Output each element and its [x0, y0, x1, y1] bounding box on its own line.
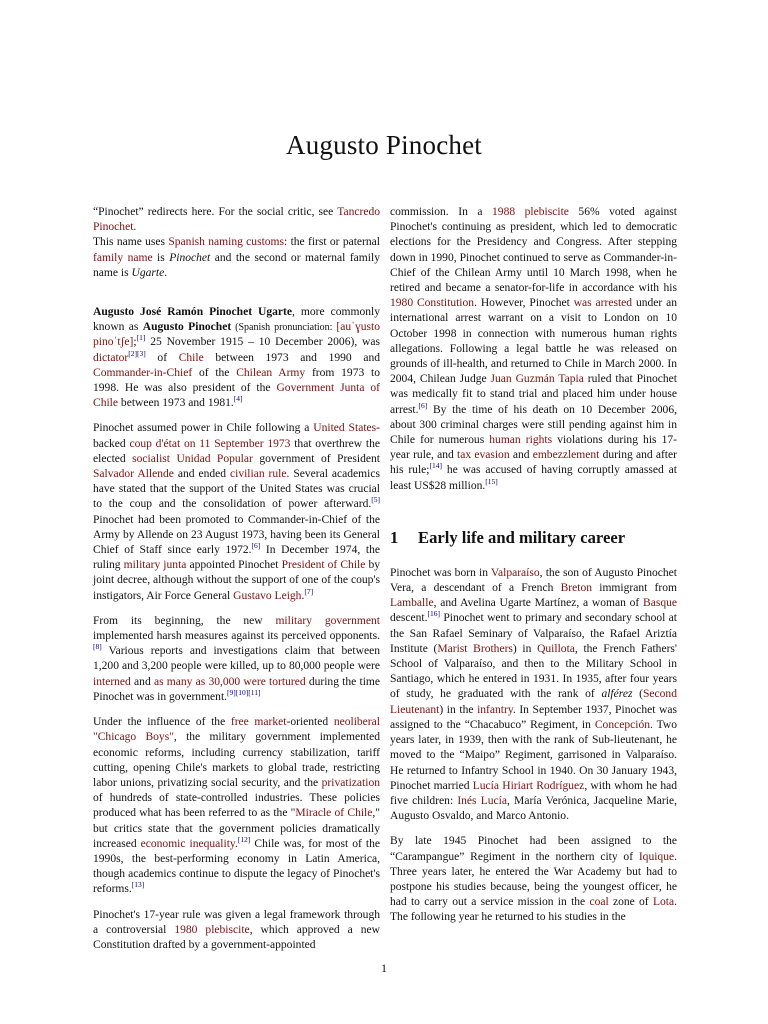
text: he was accused of having corruptly amassed at least US$28 million.: [390, 464, 677, 492]
text: between 1973 and 1981.: [118, 397, 234, 410]
link-chile[interactable]: Chile: [178, 351, 204, 364]
text: is: [152, 251, 170, 264]
lead-paragraph: [93, 305, 380, 411]
text: By late 1945 Pinochet had been assigned to the “Carampangue” Regiment in the northern city of: [390, 835, 677, 863]
text: “Pinochet” redirects here. For the social critic, see: [93, 206, 338, 218]
link-breton[interactable]: Breton: [560, 582, 593, 595]
text: , María Verónica, Jacqueline Marie, Augusto Osvaldo, and Marco Antonio.: [390, 794, 677, 823]
reference-link[interactable]: [8]: [93, 642, 102, 652]
text: ," but critics state that the government policies dramatically increased: [93, 807, 380, 850]
text: 25 November 1915 – 10 December 2006), was: [145, 336, 380, 349]
text: ) in the: [439, 703, 478, 716]
link-neoliberal[interactable]: neoliberal: [333, 716, 380, 729]
text: implemented harsh measures against its perceived opponents.: [93, 630, 380, 643]
text: and the second or maternal family name is: [93, 251, 380, 279]
text: , the French Fathers' School of Valparaíso, and then to the Military School in Santiago, which he entered in 1931. In 1935, after four years of study, he graduated with the rank of: [390, 642, 677, 701]
link-juan-guzman-tapia[interactable]: Juan Guzmán Tapia: [490, 373, 584, 386]
text: , which approved a new Constitution drafted by a government-appointed: [93, 923, 381, 951]
link-tortured[interactable]: as many as 30,000 were tortured: [153, 675, 306, 688]
text: , and Avelina Ugarte Martínez, a woman of: [433, 597, 643, 610]
paragraph: [93, 421, 380, 603]
bold-name: Augusto José Ramón Pinochet Ugarte: [93, 306, 293, 319]
text: .: [234, 837, 238, 850]
text: commission. In a: [390, 206, 493, 218]
text: violations during his 17-year rule, and: [390, 434, 678, 462]
page-title: Augusto Pinochet: [286, 130, 482, 161]
text: : the first or paternal: [284, 236, 381, 249]
link-coal[interactable]: coal: [589, 896, 609, 909]
emphasis: Ugarte: [131, 266, 165, 279]
link-human-rights[interactable]: human rights: [489, 434, 553, 447]
text: (Spanish pronunciation:: [231, 322, 337, 334]
reference-link[interactable]: [4]: [233, 394, 243, 404]
text: . In September 1937, Pinochet was assigned to the “Chacabuco” Regiment, in: [390, 703, 678, 731]
text: from 1973 to 1998. He was also president of the: [93, 366, 380, 395]
text: descent.: [390, 612, 428, 625]
text: under an international arrest warrant on a visit to London on 10 October 1998 in connection with numerous human rights allegations. Following a legal battle he was released on grounds of ill-health, and returned to Chile in March 2000. In 2004, Chilean Judge: [390, 297, 677, 386]
text: ) in: [512, 642, 538, 655]
text: From its beginning, the new: [93, 614, 276, 627]
right-column: [390, 205, 677, 936]
text: government of President: [252, 452, 380, 465]
link-infantry[interactable]: infantry: [477, 703, 513, 716]
reference-link[interactable]: [7]: [304, 586, 314, 596]
reference-link[interactable]: [6]: [251, 541, 261, 551]
text: In December 1974, the ruling: [93, 544, 380, 572]
link-lota[interactable]: Lota: [652, 896, 675, 909]
text: .: [133, 221, 137, 234]
link-iquique[interactable]: Iquique: [638, 850, 675, 863]
link-embezzlement[interactable]: embezzlement: [532, 449, 600, 462]
link-1980-plebiscite[interactable]: 1980 plebiscite: [174, 923, 250, 936]
reference-link[interactable]: [6]: [418, 400, 428, 410]
text: Under the influence of the: [93, 716, 231, 729]
paragraph: [93, 908, 380, 954]
text: . The following year he returned to his studies in the: [390, 896, 677, 924]
section-number: 1: [390, 527, 399, 547]
link-lucia-hiriart[interactable]: Lucía Hiriart Rodríguez: [472, 779, 585, 792]
link-valparaiso[interactable]: Valparaíso: [490, 566, 540, 579]
text: Pinochet assumed power in Chile following a: [93, 422, 314, 435]
text: . However, Pinochet: [474, 297, 574, 310]
reference-link[interactable]: [13]: [131, 880, 145, 890]
link-ines-lucia[interactable]: Inés Lucía: [457, 794, 507, 807]
emphasis: alférez: [601, 688, 633, 701]
bold-name: Augusto Pinochet: [142, 321, 232, 334]
text: By the time of his death on 10 December 2006, about 300 criminal charges were still pending against him in Chile for numerous: [390, 403, 677, 447]
link-privatization[interactable]: privatization: [321, 776, 380, 789]
text: appointed Pinochet: [186, 559, 282, 572]
paragraph: [390, 205, 677, 494]
reference-link[interactable]: [15]: [485, 476, 498, 486]
text: zone of: [608, 896, 653, 909]
link-basque[interactable]: Basque: [643, 597, 677, 610]
link-interned[interactable]: interned: [93, 675, 131, 688]
link-united-states[interactable]: United States: [313, 422, 377, 435]
link-spanish-naming-customs[interactable]: Spanish naming customs: [168, 236, 285, 249]
emphasis: Pinochet: [169, 251, 211, 264]
link-gustavo-leigh[interactable]: Gustavo Leigh: [233, 589, 302, 602]
text: of the: [192, 366, 237, 379]
text: . Two years later, in 1939, then with the rank of Sub-lieutenant, he moved to the “Maipo” Regiment, garrisoned in Valparaíso. He returned to Infantry School in 1940. On 30 January 1943, Pinochet married: [390, 718, 677, 792]
link-chicago-boys[interactable]: "Chicago Boys": [93, 731, 174, 744]
text: This name uses: [93, 236, 169, 249]
text: and: [130, 675, 154, 688]
link-tancredo-pinochet[interactable]: Tancredo Pinochet: [93, 206, 380, 234]
text: between 1973 and 1990 and: [203, 351, 380, 364]
text: during the time Pinochet was in government.: [93, 675, 381, 703]
link-coup[interactable]: coup d'état on 11 September 1973: [129, 437, 291, 450]
link-marist-brothers[interactable]: Marist Brothers: [437, 642, 513, 655]
link-unidad-popular[interactable]: Unidad Popular: [176, 452, 253, 465]
link-chilean-army[interactable]: Chilean Army: [236, 366, 306, 379]
text: . Several academics have stated that the support of the United States was crucial to the coup and the consolidation of power afterward.: [93, 468, 380, 511]
reference-link[interactable]: [14]: [429, 461, 442, 471]
link-concepcion[interactable]: Concepción: [594, 718, 650, 731]
reference-link[interactable]: [12]: [237, 834, 251, 844]
link-lamballe[interactable]: Lamballe: [390, 597, 434, 610]
link-quillota[interactable]: Quillota: [537, 642, 575, 655]
hatnote-naming: [93, 235, 380, 281]
reference-link[interactable]: [5]: [371, 495, 380, 505]
reference-link[interactable]: [16]: [427, 609, 441, 619]
text: , the military government implemented economic reforms, including currency stabilization, tariff cutting, opening Chile's markets to global trade, restricting labor unions, privatizing social security, and the: [93, 731, 380, 789]
text: of hundreds of state-controlled industries. These policies produced what has been referred to as the ": [93, 792, 380, 820]
reference-link[interactable]: [2][3]: [128, 348, 146, 358]
text: .: [164, 266, 168, 279]
text: , with whom he had five children:: [390, 779, 677, 807]
text: , more commonly known as: [93, 306, 380, 334]
link-second-lieutenant[interactable]: Second Lieutenant: [390, 688, 677, 716]
text: during and after his rule;: [390, 449, 677, 477]
section-title: Early life and military career: [418, 527, 626, 547]
text: .: [301, 589, 305, 602]
text: Pinochet had been promoted to Commander-in-Chief of the Army by Allende on 23 August 1973, having been its General Chief of Staff since early 1972.: [93, 513, 380, 557]
text: that overthrew the elected: [93, 437, 380, 465]
text: , the son of Augusto Pinochet Vera, a descendant of a French: [390, 566, 677, 595]
link-tax-evasion[interactable]: tax evasion: [457, 449, 510, 462]
page-number: 1: [381, 961, 387, 975]
paragraph: [93, 614, 380, 705]
link-1988-plebiscite[interactable]: 1988 plebiscite: [492, 206, 569, 218]
text: Various reports and investigations claim that between 1,200 and 3,200 people were killed, up to 80,000 people were: [93, 645, 380, 673]
text: and: [509, 449, 533, 462]
text: of: [145, 351, 179, 364]
text: -oriented: [286, 716, 334, 729]
text: 56% voted against Pinochet's continuing as president, which led to democratic elections for the Presidency and Congress. After stepping down in 1990, Pinochet continued to serve as Commander-in-Chief of the Chilean Army until 10 March 1998, when he retired and became a senator-for-life in accordance with his: [390, 206, 678, 295]
link-family-name[interactable]: family name: [93, 251, 153, 264]
text: Pinochet was born in: [390, 566, 491, 579]
text: . Three years later, he entered the War Academy but had to postpone his studies because, being the youngest officer, he had to carry out a service mission in the: [390, 850, 677, 909]
text: and ended: [173, 468, 230, 481]
text: Pinochet's 17-year rule was given a legal framework through a controversial: [93, 908, 380, 936]
reference-link[interactable]: [9][10][11]: [227, 688, 261, 698]
link-1980-constitution[interactable]: 1980 Constitution: [390, 297, 475, 310]
paragraph: [390, 566, 677, 824]
text: immigrant from: [592, 582, 677, 595]
text: -backed: [93, 422, 381, 450]
link-socialist[interactable]: socialist: [132, 452, 170, 465]
text: ;: [133, 336, 137, 349]
link-free-market[interactable]: free market: [230, 716, 287, 729]
link-salvador-allende[interactable]: Salvador Allende: [93, 468, 174, 481]
link-civilian-rule[interactable]: civilian rule: [229, 468, 287, 481]
paragraph: [390, 834, 677, 925]
left-column: [93, 205, 380, 963]
text: by joint decree, although without the support of one of the coup's instigators, Air Force General: [93, 559, 381, 602]
link-dictator[interactable]: dictator: [93, 351, 129, 364]
link-government-junta[interactable]: Government Junta of Chile: [93, 382, 381, 410]
paragraph: [93, 715, 380, 897]
section-heading: [390, 528, 677, 548]
text: (: [632, 688, 643, 701]
link-ipa[interactable]: [auˈɣusto pinoˈtʃe]: [93, 321, 381, 349]
hatnote-redirect: [93, 205, 380, 235]
link-was-arrested[interactable]: was arrested: [573, 297, 633, 310]
link-economic-inequality[interactable]: economic inequality: [140, 837, 235, 850]
link-miracle-of-chile[interactable]: Miracle of Chile: [295, 807, 373, 820]
link-military-junta[interactable]: military junta: [123, 559, 187, 572]
text: Chile was, for most of the 1990s, the best-performing economy in Latin America, though academics continue to dispute the legacy of Pinochet's reforms.: [93, 837, 381, 896]
text: ruled that Pinochet was medically fit to stand trial and placed him under house arrest.: [390, 373, 678, 416]
text: Pinochet went to primary and secondary school at the San Rafael Seminary of Valparaíso, the Rafael Ariztía Institute (: [390, 612, 677, 655]
link-president-of-chile[interactable]: President of Chile: [281, 559, 366, 572]
link-military-government[interactable]: military government: [275, 614, 380, 627]
reference-link[interactable]: [1]: [136, 333, 146, 343]
link-commander-in-chief[interactable]: Commander-in-Chief: [93, 366, 193, 379]
